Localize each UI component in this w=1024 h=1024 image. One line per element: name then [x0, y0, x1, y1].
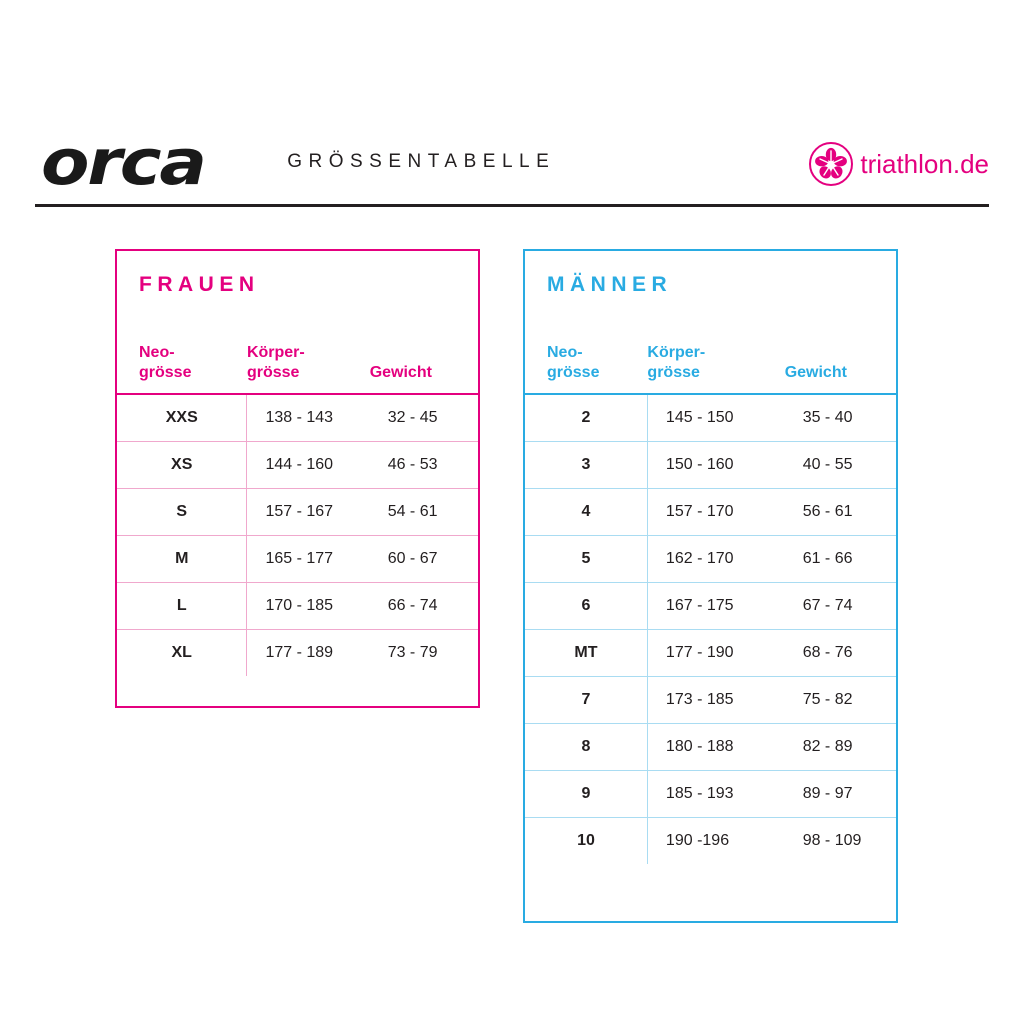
- brand-name: triathlon: [860, 148, 953, 179]
- table-row: [525, 535, 896, 582]
- cell-size: 9: [525, 770, 647, 817]
- cell-weight: 56 - 61: [802, 502, 853, 520]
- cell-size: 8: [525, 723, 647, 770]
- cell-size: MT: [525, 629, 647, 676]
- table-row: [117, 488, 478, 535]
- cell-size: 5: [525, 535, 647, 582]
- cell-size: L: [117, 582, 247, 629]
- cell-weight: 35 - 40: [802, 408, 853, 426]
- women-header-body: Körper- grösse: [246, 344, 305, 382]
- cell-weight: 46 - 53: [387, 455, 438, 473]
- table-row: [525, 394, 896, 442]
- cell-height: 190 -196: [665, 831, 730, 849]
- cell-size: 6: [525, 582, 647, 629]
- cell-size: M: [117, 535, 247, 582]
- table-row: [117, 582, 478, 629]
- men-table-title: MÄNNER: [547, 273, 673, 296]
- cell-weight: 67 - 74: [802, 596, 853, 614]
- cell-height: 150 - 160: [665, 455, 734, 473]
- orca-logo: orca: [41, 125, 205, 199]
- cell-size: 7: [525, 676, 647, 723]
- cell-height: 185 - 193: [665, 784, 734, 802]
- table-row: [117, 441, 478, 488]
- table-row: [117, 535, 478, 582]
- table-row: [525, 488, 896, 535]
- cell-weight: 75 - 82: [802, 690, 853, 708]
- table-row: [117, 394, 478, 442]
- cell-size: 4: [525, 488, 647, 535]
- cell-weight: 32 - 45: [387, 408, 438, 426]
- men-header-body: Körper- grösse: [647, 344, 706, 382]
- women-header-weight: Gewicht: [369, 364, 432, 382]
- cell-height: 144 - 160: [265, 455, 334, 473]
- cell-height: 162 - 170: [665, 549, 734, 567]
- cell-size: XXS: [117, 394, 247, 442]
- table-row: [117, 629, 478, 676]
- table-row: [525, 676, 896, 723]
- women-table: [117, 297, 478, 676]
- table-row: [525, 817, 896, 864]
- cell-height: 177 - 189: [265, 643, 334, 661]
- cell-height: 145 - 150: [665, 408, 734, 426]
- cell-height: 173 - 185: [665, 690, 734, 708]
- cell-weight: 66 - 74: [387, 596, 438, 614]
- cell-weight: 54 - 61: [387, 502, 438, 520]
- cell-weight: 61 - 66: [802, 549, 853, 567]
- cell-size: XS: [117, 441, 247, 488]
- table-row: [525, 770, 896, 817]
- header-divider: [35, 204, 989, 207]
- cell-weight: 68 - 76: [802, 643, 853, 661]
- page-title: GRÖSSENTABELLE: [287, 151, 556, 172]
- brand-tld: .de: [952, 148, 989, 179]
- table-row: [525, 582, 896, 629]
- cell-height: 157 - 167: [265, 502, 334, 520]
- cell-size: 2: [525, 394, 647, 442]
- cell-height: 138 - 143: [265, 408, 334, 426]
- men-header-neo: Neo- grösse: [547, 344, 600, 382]
- hibiscus-flower-icon: [809, 142, 853, 186]
- cell-size: 3: [525, 441, 647, 488]
- cell-height: 165 - 177: [265, 549, 334, 567]
- table-row: [525, 441, 896, 488]
- cell-height: 170 - 185: [265, 596, 334, 614]
- women-header-neo: Neo- grösse: [139, 344, 192, 382]
- women-table-title: FRAUEN: [139, 273, 260, 296]
- page-header: [35, 120, 989, 204]
- cell-height: 180 - 188: [665, 737, 734, 755]
- cell-height: 157 - 170: [665, 502, 734, 520]
- women-size-table: [115, 249, 480, 708]
- cell-weight: 82 - 89: [802, 737, 853, 755]
- table-row: [525, 723, 896, 770]
- men-size-table: [523, 249, 898, 923]
- cell-size: S: [117, 488, 247, 535]
- brand-label: [860, 149, 989, 180]
- cell-height: 177 - 190: [665, 643, 734, 661]
- triathlon-de-brand: [809, 142, 989, 186]
- cell-weight: 89 - 97: [802, 784, 853, 802]
- cell-weight: 73 - 79: [387, 643, 438, 661]
- cell-size: 10: [525, 817, 647, 864]
- men-table: [525, 297, 896, 864]
- cell-weight: 60 - 67: [387, 549, 438, 567]
- table-row: [525, 629, 896, 676]
- cell-weight: 40 - 55: [802, 455, 853, 473]
- cell-size: XL: [117, 629, 247, 676]
- men-header-weight: Gewicht: [784, 364, 847, 382]
- cell-weight: 98 - 109: [802, 831, 862, 849]
- cell-height: 167 - 175: [665, 596, 734, 614]
